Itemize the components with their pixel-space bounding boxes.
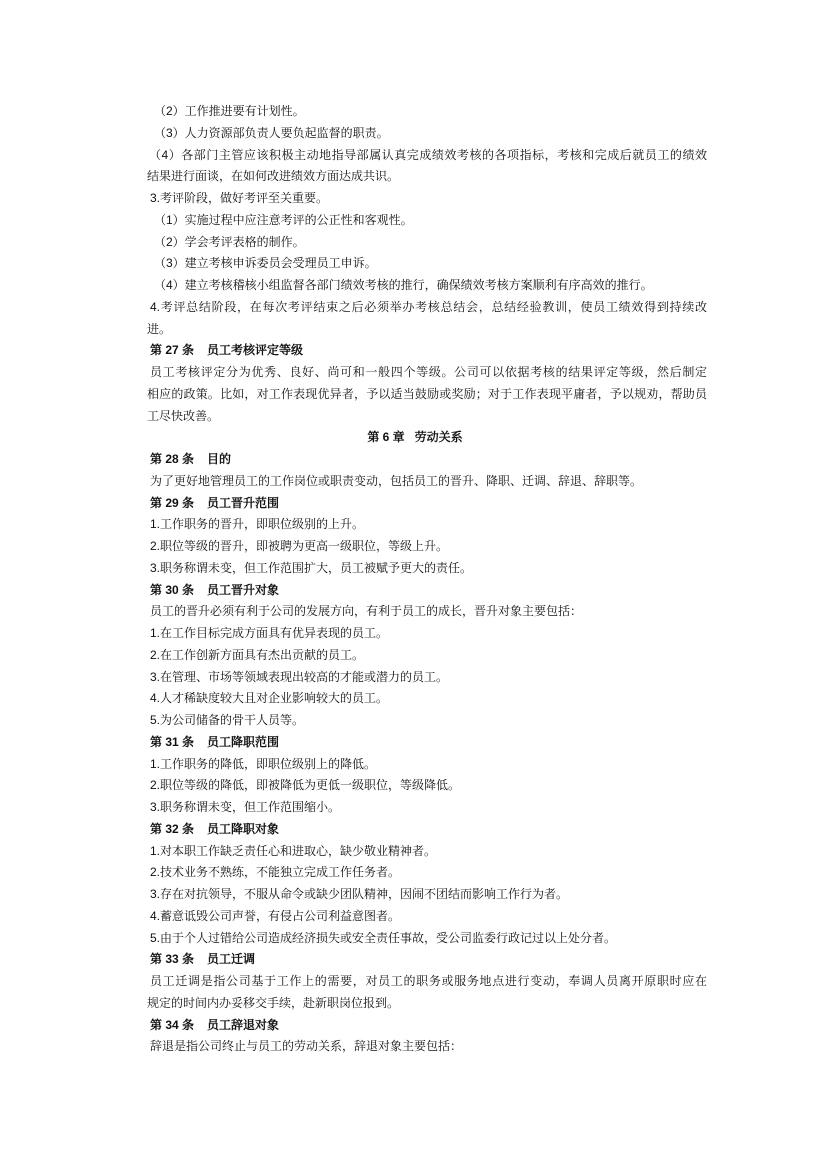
phase-3-title: 3.考评阶段，做好考评至关重要。: [150, 191, 329, 205]
article-29-item-3: 3.职务称谓未变，但工作范围扩大，员工被赋予更大的责任。: [150, 560, 473, 575]
article-28-body: 为了更好地管理员工的工作岗位或职责变动，包括员工的晋升、降职、迁调、辞退、辞职等。: [150, 473, 643, 488]
chapter-6-heading: [0, 427, 830, 449]
article-28-heading: [147, 449, 707, 471]
chapter-6-label: 第 6 章: [367, 430, 405, 445]
article-31-item-1: 1.工作职务的降低，即职位级别上的降低。: [150, 756, 377, 771]
phase-3-item-4: （4）建立考核稽核小组监督各部门绩效考核的推行，确保绩效考核方案顺利有序高效的推行。: [154, 278, 653, 292]
article-32-item-1: 1.对本职工作缺乏责任心和进取心，缺少敬业精神者。: [150, 843, 437, 858]
article-34-heading: [147, 1015, 707, 1037]
phase-3-item-1: （1）实施过程中应注意考评的公正性和客观性。: [154, 212, 413, 227]
article-30-title: 员工晋升对象: [207, 582, 280, 597]
article-31-item-3: 3.职务称谓未变，但工作范围缩小。: [150, 800, 341, 814]
phase-3-item-3: （3）建立考核申诉委员会受理员工申诉。: [154, 256, 377, 271]
article-32-heading: [147, 819, 707, 841]
article-33-number: 第 33 条: [150, 952, 195, 967]
article-29-title: 员工晋升范围: [207, 495, 280, 510]
article-30-item-5: 5.为公司储备的骨干人员等。: [150, 713, 305, 727]
article-33-title: 员工迁调: [207, 952, 256, 967]
article-33-body-line-1: 员工迁调是指公司基于工作上的需要，对员工的职务或服务地点进行变动，奉调人员离开原职时应在: [150, 974, 707, 988]
article-31-heading: [147, 732, 707, 754]
article-30-heading: [147, 580, 707, 602]
article-34-body: 辞退是指公司终止与员工的劳动关系，辞退对象主要包括：: [150, 1039, 463, 1054]
chapter-6-title: 劳动关系: [414, 430, 463, 445]
article-29-item-2: 2.职位等级的晋升，即被聘为更高一级职位，等级上升。: [150, 539, 449, 553]
article-30-item-1: 1.在工作目标完成方面具有优异表现的员工。: [150, 626, 389, 640]
article-32-title: 员工降职对象: [207, 821, 280, 836]
article-34-title: 员工辞退对象: [207, 1017, 280, 1032]
review-item-2: （2）工作推进要有计划性。: [154, 104, 305, 118]
article-29-item-1: 1.工作职务的晋升，即职位级别的上升。: [150, 517, 365, 532]
article-30-number: 第 30 条: [150, 582, 195, 597]
phase-4-line-2: 进。: [147, 321, 172, 336]
review-item-4-line-2: 结果进行面谈，在如何改进绩效方面达成共识。: [147, 169, 400, 184]
article-31-number: 第 31 条: [150, 734, 195, 749]
article-32-number: 第 32 条: [150, 821, 195, 836]
article-30-item-2: 2.在工作创新方面具有杰出贡献的员工。: [150, 647, 365, 662]
article-27-number: 第 27 条: [150, 343, 195, 358]
article-33-heading: [147, 949, 707, 971]
article-30-item-4: 4.人才稀缺度较大且对企业影响较大的员工。: [150, 691, 389, 706]
document-body: [147, 101, 707, 1058]
article-27-body-line-1: 员工考核评定分为优秀、良好、尚可和一般四个等级。公司可以依据考核的结果评定等级，然后制定: [150, 365, 707, 379]
article-27-title: 员工考核评定等级: [207, 343, 304, 358]
article-29-number: 第 29 条: [150, 495, 195, 510]
article-32-item-2: 2.技术业务不熟练，不能独立完成工作任务者。: [150, 865, 401, 880]
phase-4-line-1: 4.考评总结阶段，在每次考评结束之后必须举办考核总结会，总结经验教训，使员工绩效得到持续改: [150, 299, 707, 314]
article-34-number: 第 34 条: [150, 1017, 195, 1032]
article-31-item-2: 2.职位等级的降低，即被降低为更低一级职位，等级降低。: [150, 778, 461, 793]
review-item-4-line-1: （4）各部门主管应该积极主动地指导部属认真完成绩效考核的各项指标，考核和完成后就员工的绩效: [149, 147, 707, 162]
article-31-title: 员工降职范围: [207, 734, 280, 749]
article-28-title: 目的: [207, 452, 232, 466]
phase-3-item-2: （2）学会考评表格的制作。: [154, 234, 305, 249]
article-30-intro: 员工的晋升必须有利于公司的发展方向，有利于员工的成长，晋升对象主要包括：: [150, 604, 583, 619]
article-27-body-line-3: 工尽快改善。: [147, 408, 220, 423]
article-27-heading: [147, 340, 707, 362]
article-32-item-5: 5.由于个人过错给公司造成经济损失或安全责任事故，受公司监委行政记过以上处分者。: [150, 930, 617, 945]
article-32-item-4: 4.蓄意诋毁公司声誉，有侵占公司利益意图者。: [150, 908, 401, 923]
article-27-body-line-2: 相应的政策。比如，对工作表现优异者，予以适当鼓励或奖励；对于工作表现平庸者，予以规劝，帮助员: [147, 386, 707, 401]
article-30-item-3: 3.在管理、市场等领域表现出较高的才能或潜力的员工。: [150, 669, 449, 684]
review-item-3: （3）人力资源部负责人要负起监督的职责。: [154, 125, 389, 140]
article-33-body-line-2: 规定的时间内办妥移交手续，赴新职岗位报到。: [147, 995, 400, 1010]
article-29-heading: [147, 493, 707, 515]
article-32-item-3: 3.存在对抗领导，不服从命令或缺少团队精神，因闹不团结而影响工作行为者。: [150, 887, 569, 901]
article-28-number: 第 28 条: [150, 452, 195, 466]
